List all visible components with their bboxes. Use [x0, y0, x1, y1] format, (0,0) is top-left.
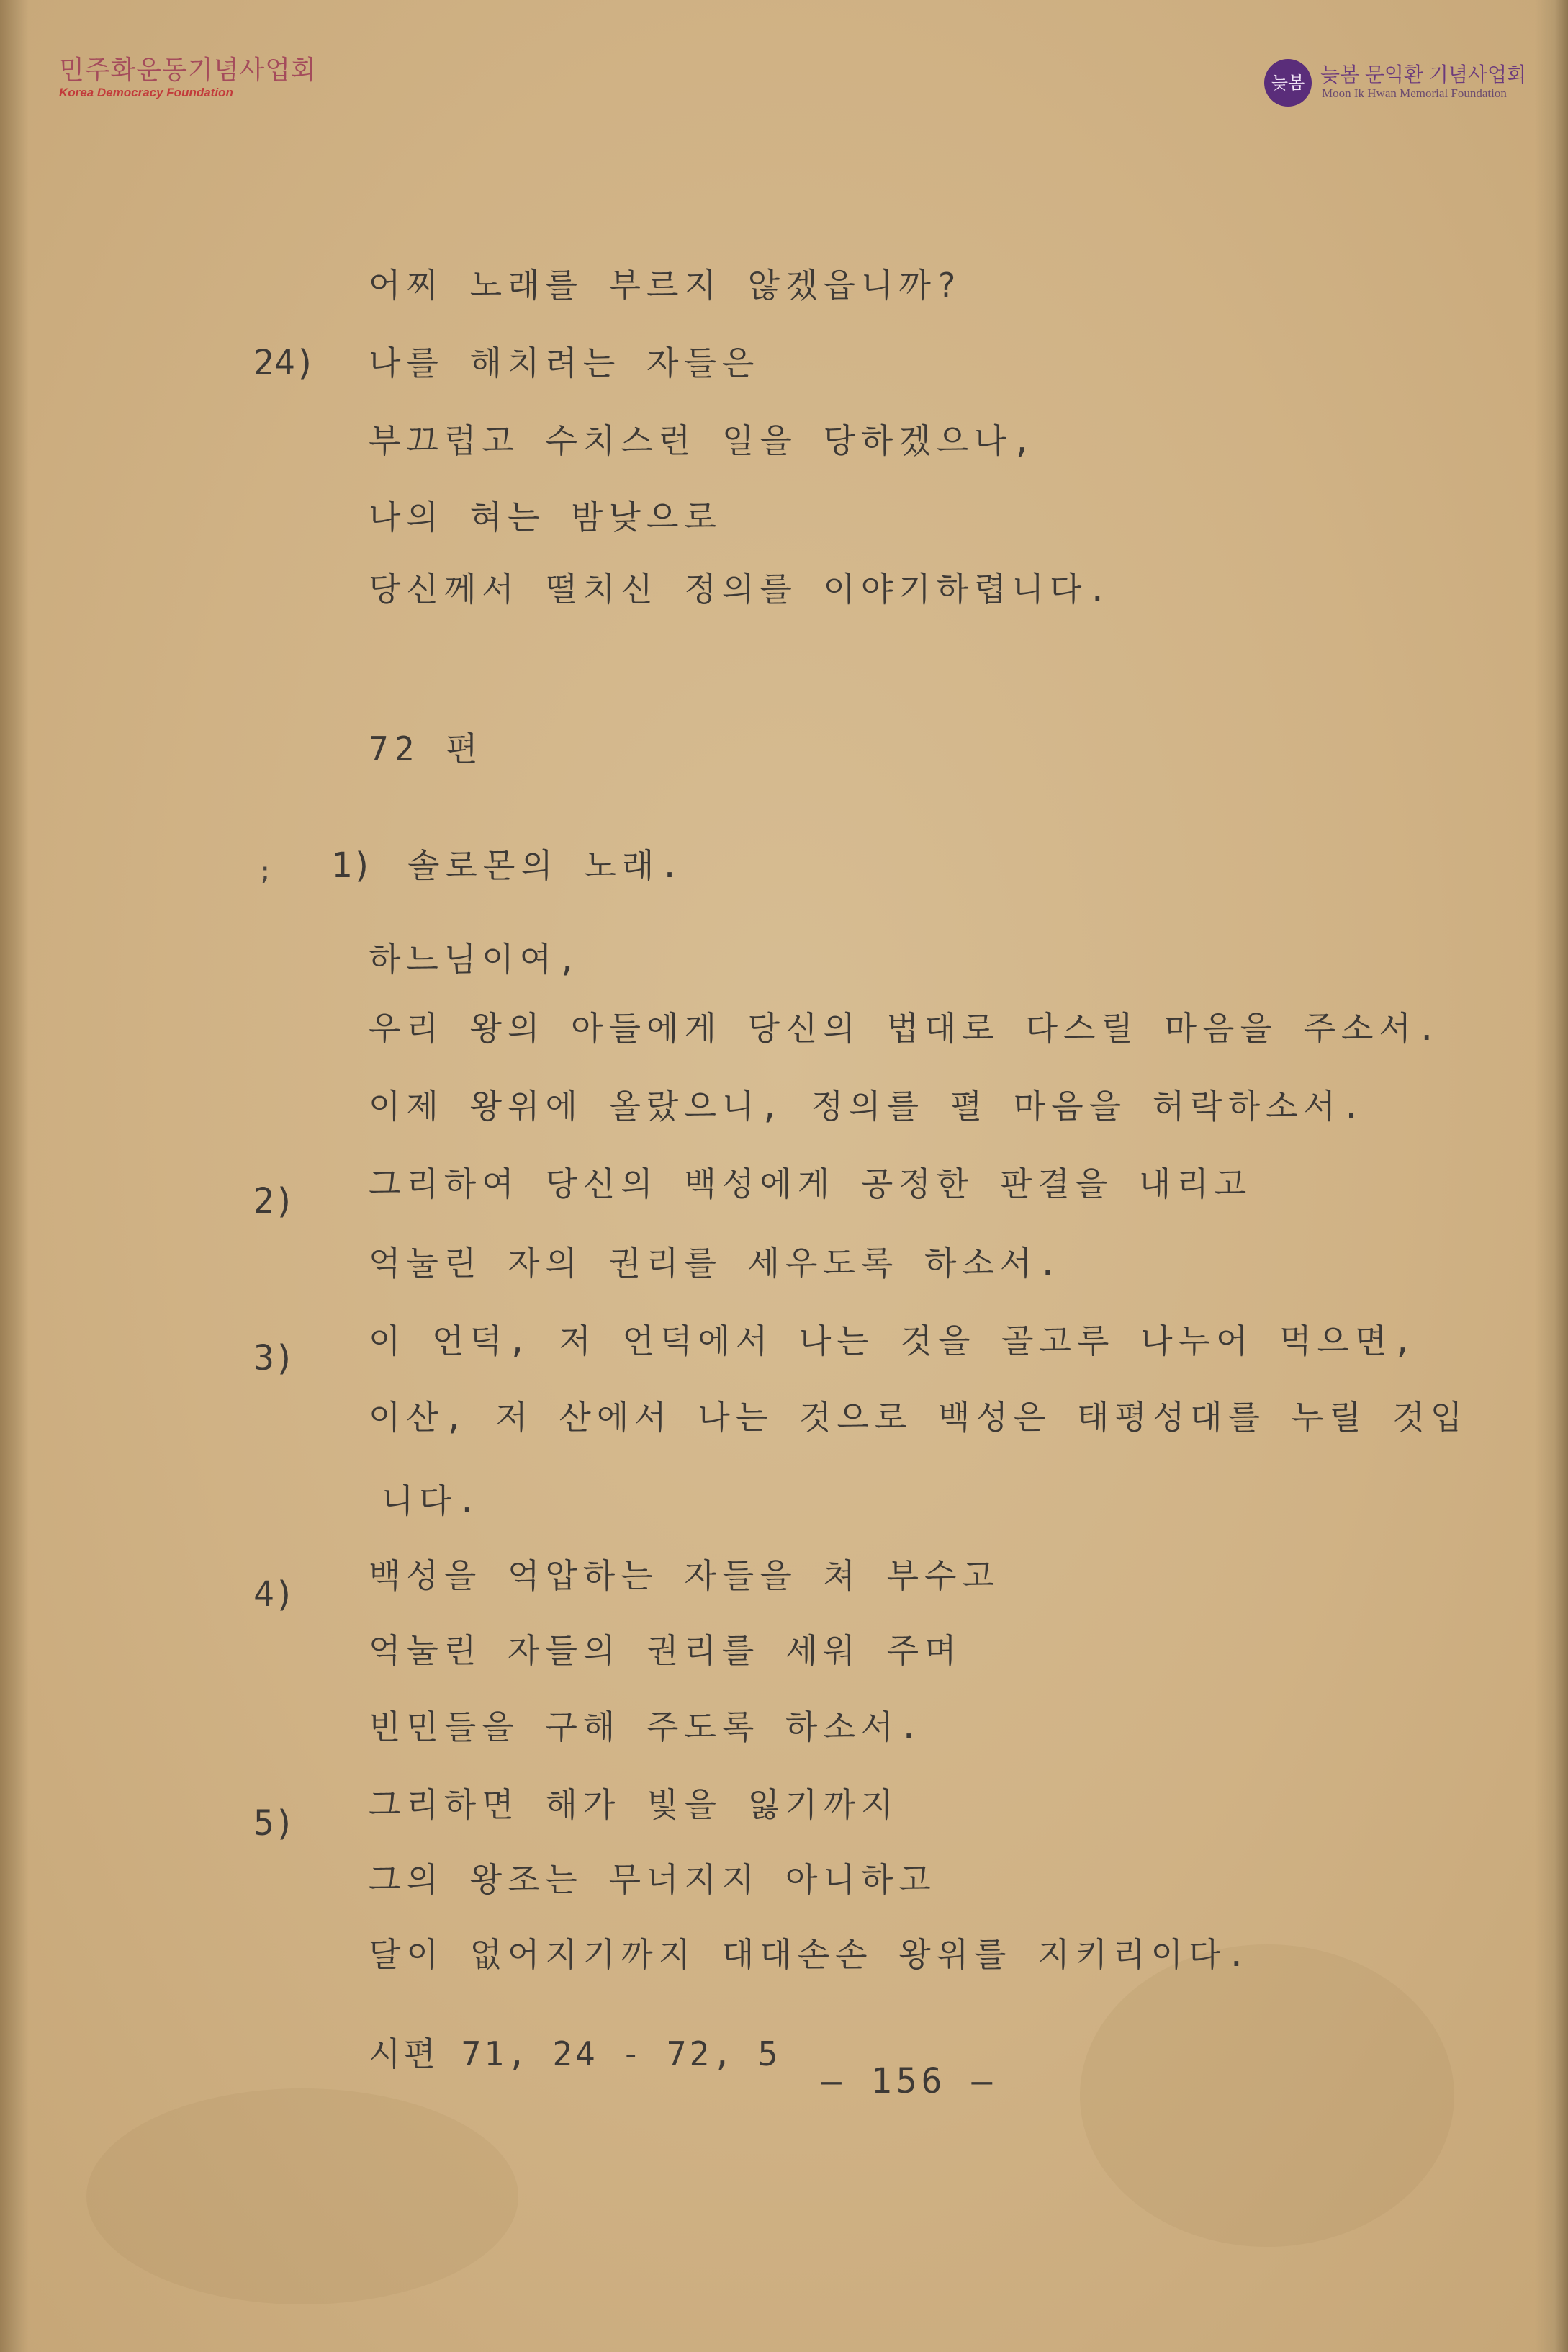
verse-number: 4): [253, 1574, 295, 1615]
verse-number: 1): [331, 845, 373, 886]
text-line: 솔로몬의 노래.: [407, 846, 686, 885]
text-line: 그의 왕조는 무너지지 아니하고: [369, 1860, 937, 1899]
logo-english-text: Korea Democracy Foundation: [59, 86, 233, 99]
text-line: 백성을 억압하는 자들을 쳐 부수고: [369, 1556, 1000, 1595]
chapter-heading: 72 편: [369, 730, 484, 768]
text-line: 빈민들을 구해 주도록 하소서.: [369, 1707, 925, 1746]
korea-democracy-foundation-logo: [59, 55, 317, 108]
text-line: 억눌린 자들의 권리를 세워 주며: [369, 1631, 963, 1670]
text-line: 이 언덕, 저 언덕에서 나는 것을 골고루 나누어 먹으면,: [369, 1321, 1419, 1360]
citation: 시편 71, 24 - 72, 5: [369, 2034, 781, 2073]
text-line: 나의 혀는 밤낮으로: [369, 498, 722, 537]
text-line: 당신께서 떨치신 정의를 이야기하렵니다.: [369, 570, 1114, 609]
text-line: 이산, 저 산에서 나는 것으로 백성은 태평성대를 누릴 것입: [369, 1398, 1469, 1437]
text-line: 나를 해치려는 자들은: [369, 344, 760, 382]
text-line: 억눌린 자의 권리를 세우도록 하소서.: [369, 1244, 1064, 1283]
verse-number: 5): [253, 1803, 295, 1844]
logo-english-text: Moon Ik Hwan Memorial Foundation: [1322, 86, 1507, 100]
logo-korean-text: 늦봄 문익환 기념사업회: [1320, 63, 1527, 86]
margin-mark: ;: [258, 857, 273, 886]
logo-korean-text: 민주화운동기념사업회: [59, 55, 317, 85]
page-number: — 156 —: [821, 2061, 997, 2101]
paper-stain: [1080, 1944, 1454, 2247]
moon-ik-hwan-foundation-logo: [1264, 56, 1538, 107]
text-line: 어찌 노래를 부르지 않겠읍니까?: [369, 266, 963, 305]
text-line: 달이 없어지기까지 대대손손 왕위를 지키리이다.: [369, 1935, 1253, 1974]
verse-number: 3): [253, 1338, 295, 1378]
binding-shadow: [0, 0, 29, 2352]
text-line: 이제 왕위에 올랐으니, 정의를 펼 마음을 허락하소서.: [369, 1087, 1367, 1126]
text-line: 그리하여 당신의 백성에게 공정한 판결을 내리고: [369, 1164, 1253, 1203]
text-line: 니다.: [382, 1481, 483, 1520]
verse-number: 2): [253, 1181, 295, 1221]
text-line: 부끄럽고 수치스런 일을 당하겠으나,: [369, 421, 1038, 460]
foundation-emblem-icon: 늦봄: [1264, 59, 1312, 107]
page-edge-shadow: [1535, 0, 1568, 2352]
paper-stain: [86, 2088, 518, 2304]
text-line: 하느님이여,: [369, 940, 583, 979]
verse-number: 24): [253, 343, 316, 383]
text-line: 우리 왕의 아들에게 당신의 법대로 다스릴 마음을 주소서.: [369, 1009, 1443, 1048]
text-line: 그리하면 해가 빛을 잃기까지: [369, 1785, 899, 1824]
